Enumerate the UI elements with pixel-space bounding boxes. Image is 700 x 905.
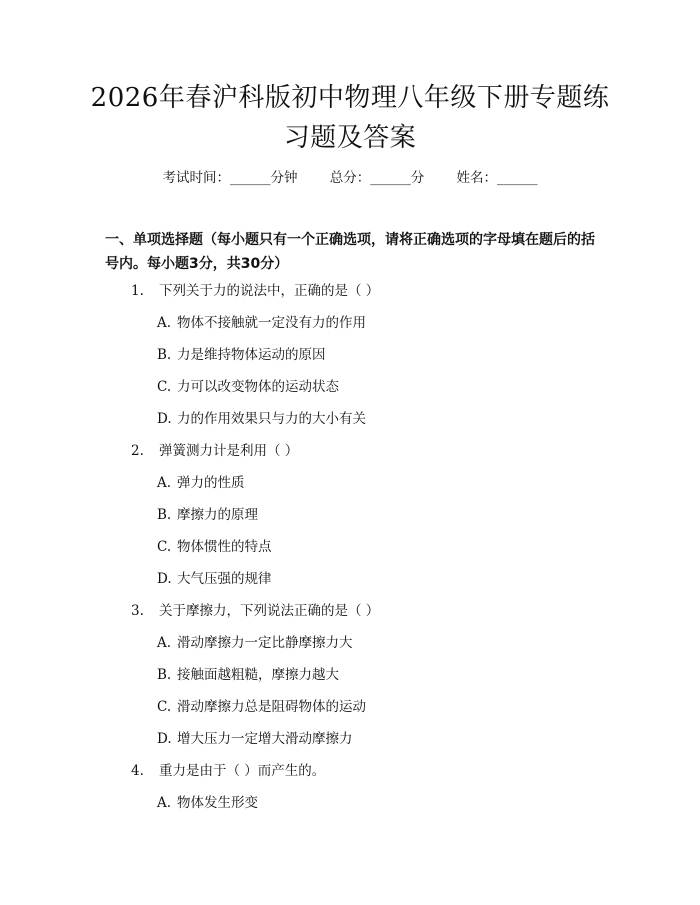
question-text: 重力是由于（ ）而产生的。 xyxy=(159,763,326,779)
exam-total-score: 总分：______分 xyxy=(329,170,425,186)
question-1-option-d xyxy=(157,409,366,429)
question-number: 4. xyxy=(131,763,144,779)
option-text: 物体惯性的特点 xyxy=(177,539,272,555)
title-line-2: 习题及答案 xyxy=(283,123,417,153)
question-text: 下列关于力的说法中，正确的是（ ） xyxy=(159,283,380,299)
question-1-option-a xyxy=(157,313,366,333)
question-text: 弹簧测力计是利用（ ） xyxy=(159,443,299,459)
option-text: 大气压强的规律 xyxy=(177,571,272,587)
exam-time: 考试时间：______分钟 xyxy=(162,170,298,186)
question-3 xyxy=(131,601,379,621)
question-3-option-c xyxy=(157,697,366,717)
document-title xyxy=(90,78,610,158)
question-text: 关于摩擦力，下列说法正确的是（ ） xyxy=(159,603,380,619)
option-letter: D. xyxy=(157,571,172,587)
option-letter: A. xyxy=(157,315,172,331)
question-3-option-b xyxy=(157,665,339,685)
option-text: 物体不接触就一定没有力的作用 xyxy=(177,315,366,331)
option-text: 滑动摩擦力一定比静摩擦力大 xyxy=(177,635,353,651)
question-number: 2. xyxy=(131,443,144,459)
option-letter: C. xyxy=(157,539,172,555)
option-letter: B. xyxy=(157,507,172,523)
option-letter: B. xyxy=(157,347,172,363)
question-2 xyxy=(131,441,298,461)
option-text: 增大压力一定增大滑动摩擦力 xyxy=(177,731,353,747)
question-number: 3. xyxy=(131,603,144,619)
question-number: 1. xyxy=(131,283,144,299)
question-1-option-b xyxy=(157,345,326,365)
question-2-option-b xyxy=(157,505,258,525)
option-letter: A. xyxy=(157,795,172,811)
question-2-option-d xyxy=(157,569,272,589)
option-text: 接触面越粗糙，摩擦力越大 xyxy=(177,667,339,683)
question-2-option-c xyxy=(157,537,272,557)
question-3-option-d xyxy=(157,729,353,749)
exam-info xyxy=(0,168,700,188)
question-4-option-a xyxy=(157,793,258,813)
question-2-option-a xyxy=(157,473,245,493)
question-3-option-a xyxy=(157,633,353,653)
option-letter: A. xyxy=(157,475,172,491)
option-text: 力的作用效果只与力的大小有关 xyxy=(177,411,366,427)
option-text: 力是维持物体运动的原因 xyxy=(177,347,326,363)
title-line-1: 2026年春沪科版初中物理八年级下册专题练 xyxy=(90,83,610,113)
option-text: 弹力的性质 xyxy=(177,475,245,491)
option-letter: C. xyxy=(157,379,172,395)
option-letter: B. xyxy=(157,667,172,683)
option-letter: C. xyxy=(157,699,172,715)
option-letter: A. xyxy=(157,635,172,651)
option-text: 力可以改变物体的运动状态 xyxy=(177,379,339,395)
question-1 xyxy=(131,281,379,301)
exam-name: 姓名：______ xyxy=(456,170,538,186)
option-letter: D. xyxy=(157,411,172,427)
option-text: 摩擦力的原理 xyxy=(177,507,258,523)
question-4 xyxy=(131,761,325,781)
section-heading: 一、单项选择题（每小题只有一个正确选项，请将正确选项的字母填在题后的括号内。每小题3分，共30分） xyxy=(105,232,595,272)
option-text: 滑动摩擦力总是阻碍物体的运动 xyxy=(177,699,366,715)
question-1-option-c xyxy=(157,377,339,397)
option-letter: D. xyxy=(157,731,172,747)
option-text: 物体发生形变 xyxy=(177,795,258,811)
